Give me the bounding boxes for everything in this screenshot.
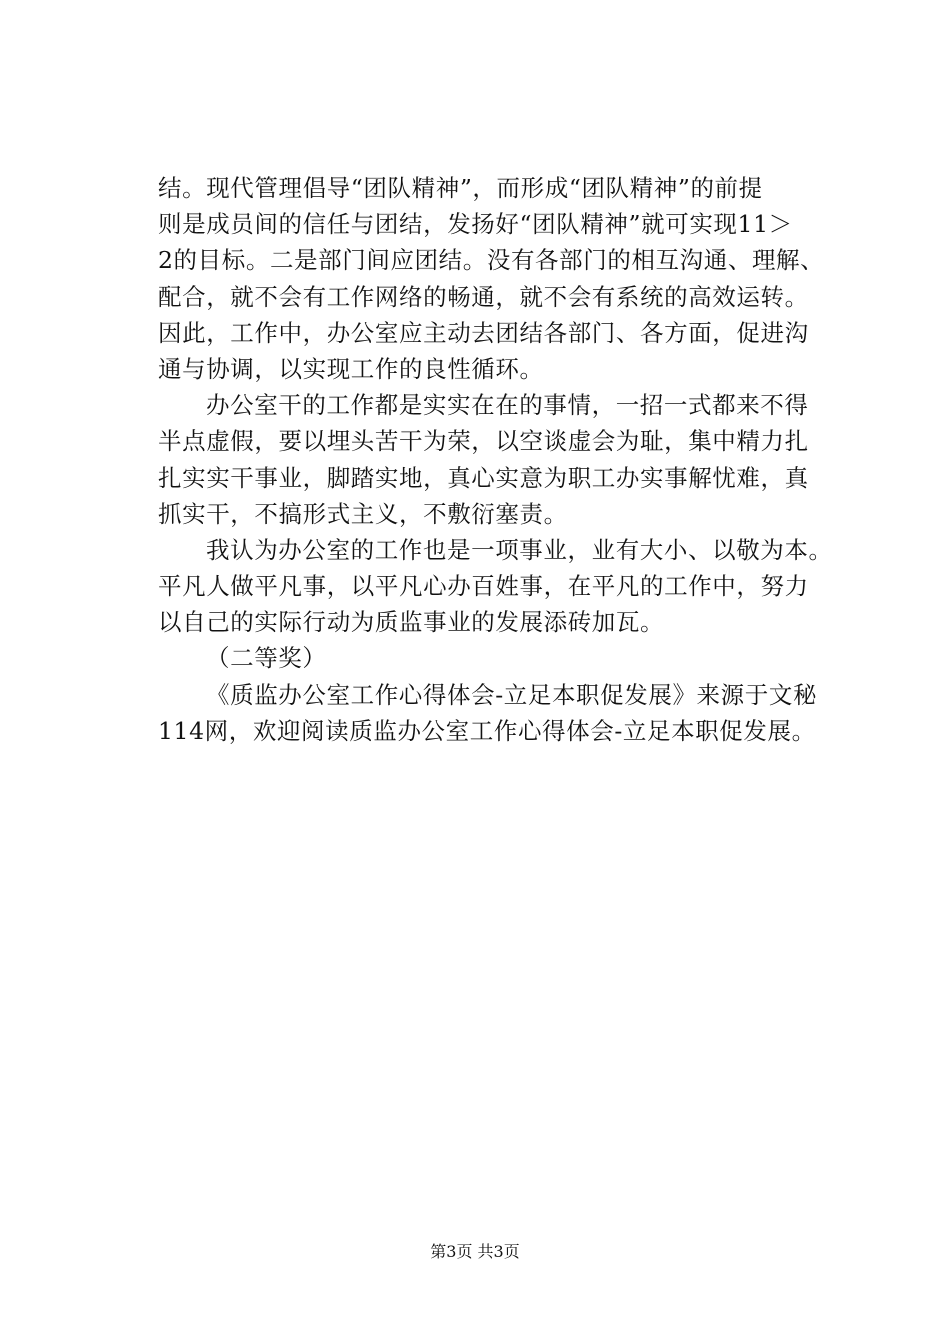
text-line: 抓实干，不搞形式主义，不敷衍塞责。	[158, 499, 568, 528]
text-line: 通与协调，以实现工作的良性循环。	[158, 354, 544, 383]
paragraph-first-line: 《质监办公室工作心得体会-立足本职促发展》来源于文秘	[206, 680, 818, 709]
paragraph-first-line: 我认为办公室的工作也是一项事业，业有大小、以敬为本。	[206, 535, 833, 564]
text-line: 扎实实干事业，脚踏实地，真心实意为职工办实事解忧难，真	[158, 463, 809, 492]
text-line: 结。现代管理倡导“团队精神”，而形成“团队精神”的前提	[158, 174, 763, 202]
source-note-line: 114网，欢迎阅读质监办公室工作心得体会-立足本职促发展。	[158, 716, 816, 745]
page-number-footer: 第3页 共3页	[430, 1242, 520, 1261]
paragraph-first-line: 办公室干的工作都是实实在在的事情，一招一式都来不得	[206, 391, 809, 420]
text-line: 以自己的实际行动为质监事业的发展添砖加瓦。	[158, 608, 665, 637]
text-line: 半点虚假，要以埋头苦干为荣，以空谈虚会为耻，集中精力扎	[158, 427, 809, 456]
document-body	[158, 170, 838, 749]
text-line: 则是成员间的信任与团结，发扬好“团队精神”就可实现11＞	[158, 210, 793, 239]
text-line: 因此，工作中，办公室应主动去团结各部门、各方面，促进沟	[158, 318, 809, 347]
text-line: 2的目标。二是部门间应团结。没有各部门的相互沟通、理解、	[158, 246, 825, 275]
text-line: 配合，就不会有工作网络的畅通，就不会有系统的高效运转。	[158, 282, 809, 311]
text-line: 平凡人做平凡事，以平凡心办百姓事，在平凡的工作中，努力	[158, 572, 809, 601]
award-note: （二等奖）	[206, 644, 327, 673]
